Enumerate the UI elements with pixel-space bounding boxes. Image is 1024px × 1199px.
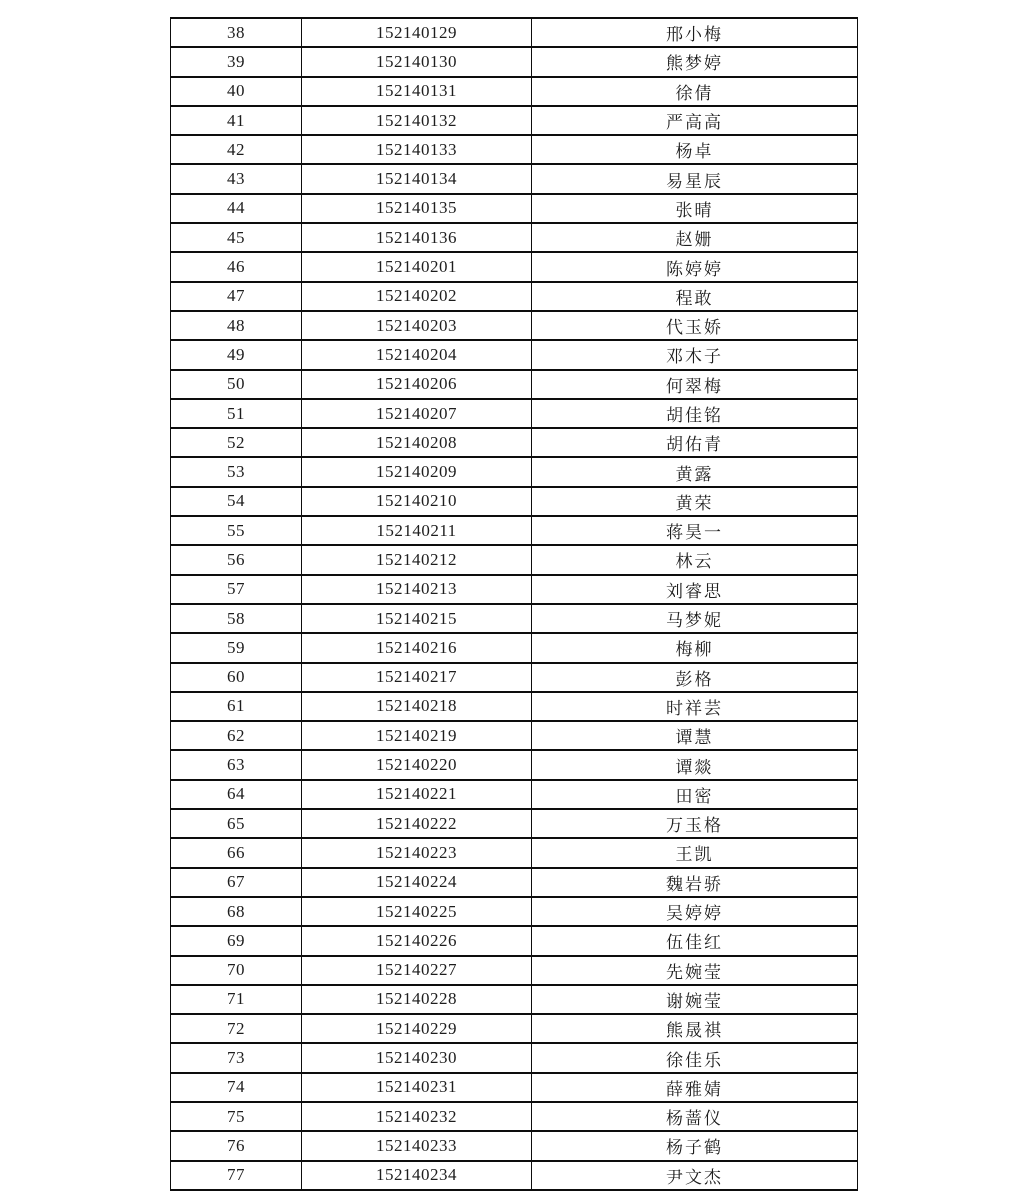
table-row [171,985,858,1014]
index-cell: 74 [171,1073,302,1102]
student-id-cell: 152140229 [302,1014,532,1043]
index-cell: 71 [171,985,302,1014]
student-roster-table [170,17,858,1191]
student-id-cell: 152140135 [302,194,532,223]
student-id-cell: 152140209 [302,457,532,486]
student-id-cell: 152140223 [302,838,532,867]
index-cell: 50 [171,370,302,399]
name-cell: 先婉莹 [532,956,858,985]
index-cell: 76 [171,1131,302,1160]
table-row [171,47,858,76]
table-row [171,721,858,750]
table-row [171,545,858,574]
table-row [171,135,858,164]
student-id-cell: 152140221 [302,780,532,809]
table-row [171,252,858,281]
index-cell: 44 [171,194,302,223]
name-cell: 邓木子 [532,340,858,369]
student-id-cell: 152140202 [302,282,532,311]
name-cell: 吴婷婷 [532,897,858,926]
table-row [171,1043,858,1072]
name-cell: 黄露 [532,457,858,486]
table-row [171,399,858,428]
table-row [171,956,858,985]
student-id-cell: 152140219 [302,721,532,750]
table-row [171,897,858,926]
index-cell: 38 [171,18,302,47]
index-cell: 64 [171,780,302,809]
table-row [171,370,858,399]
student-id-cell: 152140136 [302,223,532,252]
name-cell: 梅柳 [532,633,858,662]
student-id-cell: 152140210 [302,487,532,516]
index-cell: 41 [171,106,302,135]
table-row [171,1073,858,1102]
index-cell: 61 [171,692,302,721]
table-row [171,340,858,369]
index-cell: 51 [171,399,302,428]
index-cell: 63 [171,750,302,779]
student-id-cell: 152140230 [302,1043,532,1072]
index-cell: 53 [171,457,302,486]
name-cell: 徐倩 [532,77,858,106]
student-id-cell: 152140215 [302,604,532,633]
table-row [171,194,858,223]
name-cell: 魏岩骄 [532,868,858,897]
table-row [171,77,858,106]
index-cell: 43 [171,164,302,193]
student-id-cell: 152140201 [302,252,532,281]
table-row [171,663,858,692]
index-cell: 59 [171,633,302,662]
name-cell: 严高高 [532,106,858,135]
student-id-cell: 152140206 [302,370,532,399]
name-cell: 易星辰 [532,164,858,193]
name-cell: 王凯 [532,838,858,867]
name-cell: 杨子鹤 [532,1131,858,1160]
index-cell: 60 [171,663,302,692]
table-row [171,604,858,633]
table-row [171,18,858,47]
table-row [171,868,858,897]
table-row [171,164,858,193]
name-cell: 薛雅婧 [532,1073,858,1102]
student-id-cell: 152140212 [302,545,532,574]
index-cell: 55 [171,516,302,545]
name-cell: 马梦妮 [532,604,858,633]
name-cell: 熊晟祺 [532,1014,858,1043]
index-cell: 66 [171,838,302,867]
name-cell: 时祥芸 [532,692,858,721]
name-cell: 陈婷婷 [532,252,858,281]
index-cell: 48 [171,311,302,340]
name-cell: 蒋昊一 [532,516,858,545]
student-id-cell: 152140129 [302,18,532,47]
table-row [171,575,858,604]
name-cell: 谭燚 [532,750,858,779]
student-id-cell: 152140213 [302,575,532,604]
name-cell: 彭格 [532,663,858,692]
index-cell: 58 [171,604,302,633]
table-row [171,780,858,809]
student-id-cell: 152140234 [302,1161,532,1190]
table-row [171,282,858,311]
name-cell: 杨蔷仪 [532,1102,858,1131]
student-id-cell: 152140132 [302,106,532,135]
student-id-cell: 152140233 [302,1131,532,1160]
student-id-cell: 152140218 [302,692,532,721]
table-row [171,1014,858,1043]
table-row [171,1131,858,1160]
name-cell: 邢小梅 [532,18,858,47]
name-cell: 万玉格 [532,809,858,838]
index-cell: 69 [171,926,302,955]
index-cell: 73 [171,1043,302,1072]
student-id-cell: 152140204 [302,340,532,369]
table-row [171,457,858,486]
name-cell: 刘睿思 [532,575,858,604]
student-id-cell: 152140131 [302,77,532,106]
name-cell: 伍佳红 [532,926,858,955]
name-cell: 尹文杰 [532,1161,858,1190]
student-id-cell: 152140217 [302,663,532,692]
index-cell: 70 [171,956,302,985]
index-cell: 65 [171,809,302,838]
index-cell: 72 [171,1014,302,1043]
student-id-cell: 152140225 [302,897,532,926]
index-cell: 57 [171,575,302,604]
student-table-body [171,18,858,1190]
student-id-cell: 152140216 [302,633,532,662]
index-cell: 56 [171,545,302,574]
name-cell: 代玉娇 [532,311,858,340]
name-cell: 徐佳乐 [532,1043,858,1072]
student-id-cell: 152140227 [302,956,532,985]
index-cell: 68 [171,897,302,926]
index-cell: 52 [171,428,302,457]
student-id-cell: 152140134 [302,164,532,193]
table-row [171,926,858,955]
table-row [171,223,858,252]
student-id-cell: 152140211 [302,516,532,545]
name-cell: 胡佑青 [532,428,858,457]
student-id-cell: 152140130 [302,47,532,76]
table-row [171,516,858,545]
student-id-cell: 152140222 [302,809,532,838]
name-cell: 张晴 [532,194,858,223]
name-cell: 杨卓 [532,135,858,164]
index-cell: 62 [171,721,302,750]
name-cell: 熊梦婷 [532,47,858,76]
index-cell: 67 [171,868,302,897]
table-row [171,428,858,457]
index-cell: 42 [171,135,302,164]
table-row [171,487,858,516]
student-id-cell: 152140133 [302,135,532,164]
student-id-cell: 152140226 [302,926,532,955]
index-cell: 46 [171,252,302,281]
index-cell: 39 [171,47,302,76]
index-cell: 54 [171,487,302,516]
table-row [171,106,858,135]
name-cell: 程敢 [532,282,858,311]
index-cell: 75 [171,1102,302,1131]
table-row [171,311,858,340]
index-cell: 77 [171,1161,302,1190]
name-cell: 赵姗 [532,223,858,252]
index-cell: 45 [171,223,302,252]
table-row [171,633,858,662]
table-row [171,838,858,867]
name-cell: 谭慧 [532,721,858,750]
student-id-cell: 152140231 [302,1073,532,1102]
table-row [171,750,858,779]
student-id-cell: 152140203 [302,311,532,340]
table-row [171,1102,858,1131]
index-cell: 40 [171,77,302,106]
name-cell: 黄荣 [532,487,858,516]
student-id-cell: 152140228 [302,985,532,1014]
name-cell: 林云 [532,545,858,574]
name-cell: 田密 [532,780,858,809]
student-id-cell: 152140224 [302,868,532,897]
table-row [171,1161,858,1190]
student-id-cell: 152140208 [302,428,532,457]
name-cell: 胡佳铭 [532,399,858,428]
index-cell: 49 [171,340,302,369]
student-id-cell: 152140207 [302,399,532,428]
student-id-cell: 152140220 [302,750,532,779]
table-row [171,692,858,721]
name-cell: 谢婉莹 [532,985,858,1014]
student-id-cell: 152140232 [302,1102,532,1131]
name-cell: 何翠梅 [532,370,858,399]
index-cell: 47 [171,282,302,311]
table-row [171,809,858,838]
